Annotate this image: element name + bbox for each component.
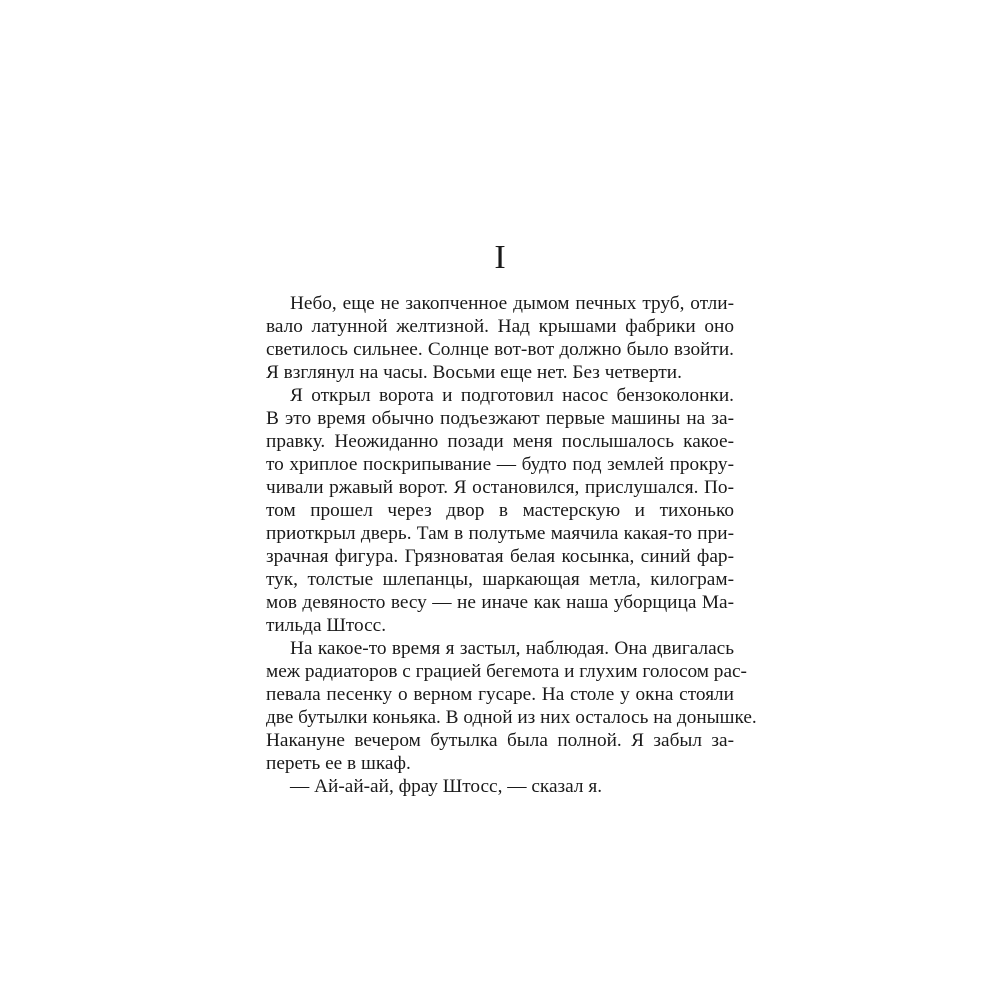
text-line: тильда Штосс. [266,615,387,636]
text-line: меж радиаторов с грацией бегемота и глухим голосом рас- [266,661,747,682]
text-line: Накануне вечером бутылка была полной. Я забыл за- [266,730,734,751]
chapter-number: I [494,239,506,276]
paragraph [266,384,734,637]
text-line: Небо, еще не закопченное дымом печных труб, отли- [290,293,734,314]
text-line: правку. Неожиданно позади меня послышалось какое- [266,431,734,452]
text-line: Я взглянул на часы. Восьми еще нет. Без четверти. [266,362,682,383]
text-line: чивали ржавый ворот. Я остановился, прислушался. По- [266,477,734,498]
text-line: том прошел через двор в мастерскую и тихонько [266,500,734,521]
text-line: Я открыл ворота и подготовил насос бензоколонки. [290,385,734,406]
text-line: В это время обычно подъезжают первые машины на за- [266,408,734,429]
text-line: певала песенку о верном гусаре. На столе у окна стояли [266,684,734,705]
paragraph [266,292,734,384]
text-line: приоткрыл дверь. Там в полутьме маячила какая-то при- [266,523,734,544]
paragraph [266,637,757,775]
text-line: тук, толстые шлепанцы, шаркающая метла, килограм- [266,569,734,590]
text-line: переть ее в шкаф. [266,753,411,774]
text-line: мов девяносто весу — не иначе как наша уборщица Ма- [266,592,734,613]
text-line: светилось сильнее. Солнце вот-вот должно было взойти. [266,339,734,360]
text-line: На какое-то время я застыл, наблюдая. Она двигалась [290,638,734,659]
text-line: вало латунной желтизной. Над крышами фабрики оно [266,316,734,337]
body-text [266,292,757,798]
text-line: то хриплое поскрипывание — будто под землей прокру- [266,454,734,475]
paragraph [266,775,734,798]
text-line: — Ай-ай-ай, фрау Штосс, — сказал я. [290,776,603,797]
text-line: две бутылки коньяка. В одной из них осталось на донышке. [266,707,757,728]
text-line: зрачная фигура. Грязноватая белая косынка, синий фар- [266,546,734,567]
